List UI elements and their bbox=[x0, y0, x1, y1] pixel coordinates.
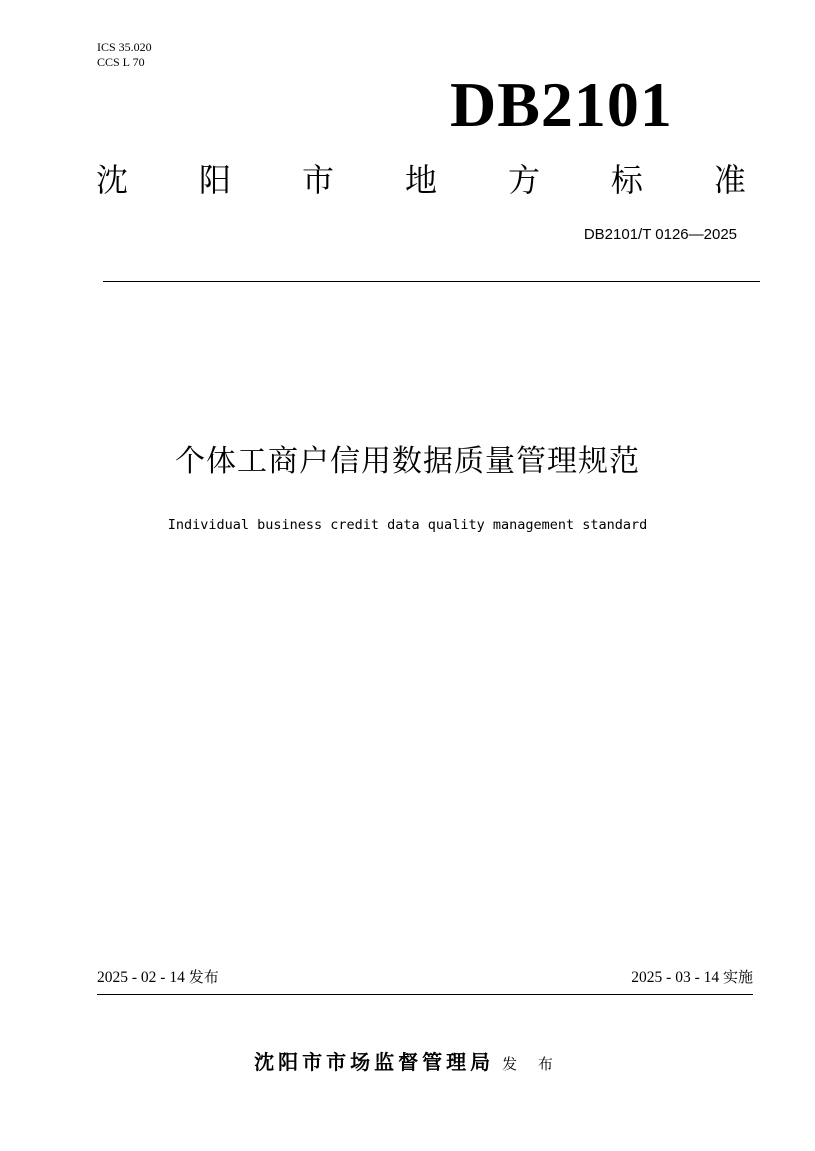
issue-date-line bbox=[97, 967, 219, 988]
publisher-line bbox=[0, 1046, 815, 1075]
issue-date: 2025 - 02 - 14 bbox=[97, 969, 189, 986]
standard-type-char: 沈 bbox=[96, 161, 129, 199]
standard-type-char: 方 bbox=[507, 161, 540, 199]
standard-type-char: 准 bbox=[713, 161, 746, 199]
standard-type bbox=[96, 160, 746, 200]
standard-code: DB2101 bbox=[450, 69, 673, 140]
ics-code: ICS 35.020 bbox=[97, 40, 152, 54]
issue-label: 发布 bbox=[188, 968, 219, 986]
standard-type-char: 标 bbox=[610, 161, 643, 199]
implement-label: 实施 bbox=[722, 968, 753, 986]
publisher-action: 发 布 bbox=[502, 1055, 561, 1073]
standard-type-char: 地 bbox=[404, 161, 437, 199]
header-divider bbox=[103, 281, 760, 282]
classification-codes bbox=[97, 40, 152, 70]
implement-date-line bbox=[631, 967, 753, 988]
document-title-cn: 个体工商户信用数据质量管理规范 bbox=[175, 444, 640, 479]
standard-type-char: 市 bbox=[301, 161, 334, 199]
footer-divider bbox=[97, 994, 753, 995]
document-title-en: Individual business credit data quality management standard bbox=[167, 517, 648, 533]
standard-type-char: 阳 bbox=[198, 161, 231, 199]
ccs-code: CCS L 70 bbox=[97, 55, 145, 69]
publisher-org: 沈阳市市场监督管理局 bbox=[254, 1050, 495, 1074]
standard-number: DB2101/T 0126—2025 bbox=[583, 226, 737, 243]
implement-date: 2025 - 03 - 14 bbox=[631, 969, 723, 986]
